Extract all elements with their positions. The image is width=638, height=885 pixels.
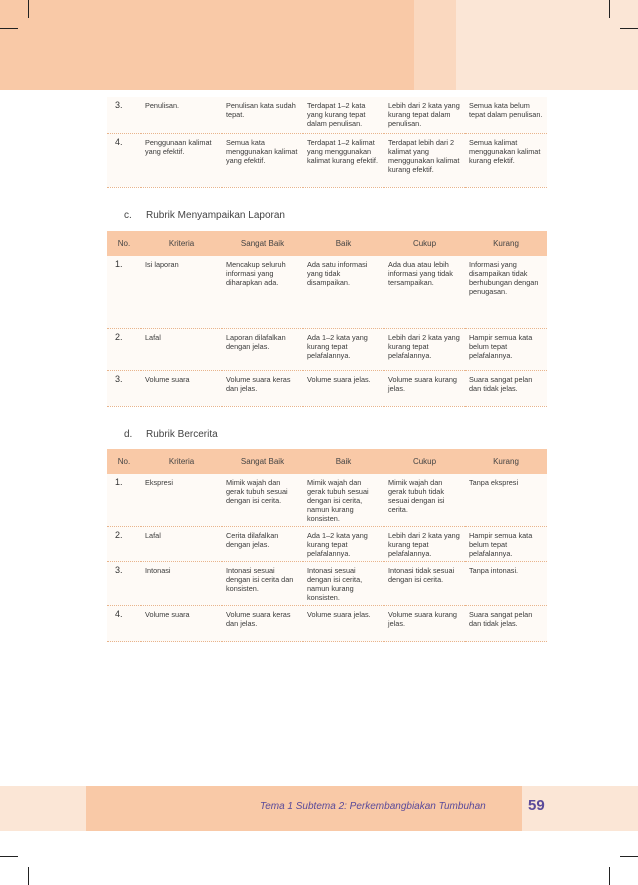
crop-mark <box>609 0 610 18</box>
cell-kurang: Suara sangat pelan dan tidak jelas. <box>465 370 547 406</box>
cell-kurang: Tanpa intonasi. <box>465 562 547 606</box>
header-baik: Baik <box>303 449 384 474</box>
cell-criteria: Lafal <box>141 328 222 370</box>
crop-mark <box>0 28 18 29</box>
cell-cukup: Lebih dari 2 kata yang kurang tepat pelafalannya. <box>384 328 465 370</box>
header-block-left <box>0 0 86 90</box>
cell-baik: Mimik wajah dan gerak tubuh sesuai dengan isi cerita, namun kurang konsisten. <box>303 474 384 527</box>
cell-kurang: Suara sangat pelan dan tidak jelas. <box>465 606 547 642</box>
row-number: 3. <box>107 562 141 606</box>
cell-sangat-baik: Semua kata menggunakan kalimat yang efektif. <box>222 133 303 187</box>
crop-mark <box>620 28 638 29</box>
top-rubric-table <box>107 97 547 188</box>
table-row <box>107 328 547 370</box>
cell-kurang: Hampir semua kata belum tepat pelafalannya. <box>465 328 547 370</box>
table-row <box>107 474 547 527</box>
cell-sangat-baik: Mimik wajah dan gerak tubuh sesuai dengan isi cerita. <box>222 474 303 527</box>
row-number: 3. <box>107 97 141 133</box>
table-header-row <box>107 449 547 474</box>
cell-baik: Intonasi sesuai dengan isi cerita, namun kurang konsisten. <box>303 562 384 606</box>
crop-mark <box>609 867 610 885</box>
cell-kurang: Semua kata belum tepat dalam penulisan. <box>465 97 547 133</box>
cell-baik: Terdapat 1–2 kalimat yang menggunakan kalimat kurang efektif. <box>303 133 384 187</box>
header-kriteria: Kriteria <box>141 231 222 256</box>
header-sangat-baik: Sangat Baik <box>222 231 303 256</box>
cell-baik: Ada 1–2 kata yang kurang tepat pelafalannya. <box>303 527 384 562</box>
cell-cukup: Ada dua atau lebih informasi yang tidak tersampaikan. <box>384 256 465 328</box>
cell-sangat-baik: Cerita dilafalkan dengan jelas. <box>222 527 303 562</box>
cell-cukup: Volume suara kurang jelas. <box>384 606 465 642</box>
row-number: 1. <box>107 256 141 328</box>
table-row <box>107 133 547 187</box>
cell-baik: Terdapat 1–2 kata yang kurang tepat dalam penulisan. <box>303 97 384 133</box>
header-kriteria: Kriteria <box>141 449 222 474</box>
row-number: 4. <box>107 606 141 642</box>
section-d-letter: d. <box>124 429 133 440</box>
table-row <box>107 256 547 328</box>
crop-mark <box>28 867 29 885</box>
header-baik: Baik <box>303 231 384 256</box>
cell-cukup: Terdapat lebih dari 2 kalimat yang menggunakan kalimat kurang efektif. <box>384 133 465 187</box>
cell-criteria: Penulisan. <box>141 97 222 133</box>
cell-sangat-baik: Penulisan kata sudah tepat. <box>222 97 303 133</box>
cell-kurang: Informasi yang disampaikan tidak berhubungan dengan penugasan. <box>465 256 547 328</box>
header-cukup: Cukup <box>384 231 465 256</box>
cell-criteria: Isi laporan <box>141 256 222 328</box>
header-kurang: Kurang <box>465 231 547 256</box>
page-number: 59 <box>528 797 545 814</box>
row-number: 3. <box>107 370 141 406</box>
cell-baik: Ada 1–2 kata yang kurang tepat pelafalannya. <box>303 328 384 370</box>
cell-baik: Volume suara jelas. <box>303 370 384 406</box>
cell-kurang: Semua kalimat menggunakan kalimat kurang efektif. <box>465 133 547 187</box>
cell-sangat-baik: Laporan dilafalkan dengan jelas. <box>222 328 303 370</box>
table-row <box>107 606 547 642</box>
table-row <box>107 370 547 406</box>
crop-mark <box>620 856 638 857</box>
row-number: 4. <box>107 133 141 187</box>
section-c-title: Rubrik Menyampaikan Laporan <box>146 210 285 221</box>
cell-sangat-baik: Mencakup seluruh informasi yang diharapkan ada. <box>222 256 303 328</box>
cell-criteria: Volume suara <box>141 370 222 406</box>
crop-mark <box>0 856 18 857</box>
cell-criteria: Lafal <box>141 527 222 562</box>
cell-kurang: Tanpa ekspresi <box>465 474 547 527</box>
cell-sangat-baik: Volume suara keras dan jelas. <box>222 370 303 406</box>
header-sangat-baik: Sangat Baik <box>222 449 303 474</box>
footer-chapter-title: Tema 1 Subtema 2: Perkembangbiakan Tumbuhan <box>260 801 486 812</box>
cell-criteria: Volume suara <box>141 606 222 642</box>
cell-baik: Volume suara jelas. <box>303 606 384 642</box>
header-kurang: Kurang <box>465 449 547 474</box>
section-c-letter: c. <box>124 210 132 221</box>
table-row <box>107 562 547 606</box>
cell-baik: Ada satu informasi yang tidak disampaikan. <box>303 256 384 328</box>
cell-sangat-baik: Intonasi sesuai dengan isi cerita dan konsisten. <box>222 562 303 606</box>
rubric-table-laporan <box>107 231 547 407</box>
cell-cukup: Mimik wajah dan gerak tubuh tidak sesuai dengan isi cerita. <box>384 474 465 527</box>
header-no: No. <box>107 449 141 474</box>
cell-sangat-baik: Volume suara keras dan jelas. <box>222 606 303 642</box>
table-header-row <box>107 231 547 256</box>
cell-cukup: Lebih dari 2 kata yang kurang tepat pelafalannya. <box>384 527 465 562</box>
row-number: 2. <box>107 328 141 370</box>
row-number: 2. <box>107 527 141 562</box>
cell-kurang: Hampir semua kata belum tepat pelafalannya. <box>465 527 547 562</box>
crop-mark <box>28 0 29 18</box>
header-block-right <box>414 0 456 90</box>
cell-cukup: Volume suara kurang jelas. <box>384 370 465 406</box>
cell-criteria: Intonasi <box>141 562 222 606</box>
cell-criteria: Penggunaan kalimat yang efektif. <box>141 133 222 187</box>
header-no: No. <box>107 231 141 256</box>
row-number: 1. <box>107 474 141 527</box>
cell-cukup: Lebih dari 2 kata yang kurang tepat dalam penulisan. <box>384 97 465 133</box>
header-block-main <box>86 0 414 90</box>
header-cukup: Cukup <box>384 449 465 474</box>
cell-cukup: Intonasi tidak sesuai dengan isi cerita. <box>384 562 465 606</box>
table-row <box>107 97 547 133</box>
cell-criteria: Ekspresi <box>141 474 222 527</box>
table-row <box>107 527 547 562</box>
section-d-title: Rubrik Bercerita <box>146 429 218 440</box>
rubric-table-bercerita <box>107 449 547 642</box>
